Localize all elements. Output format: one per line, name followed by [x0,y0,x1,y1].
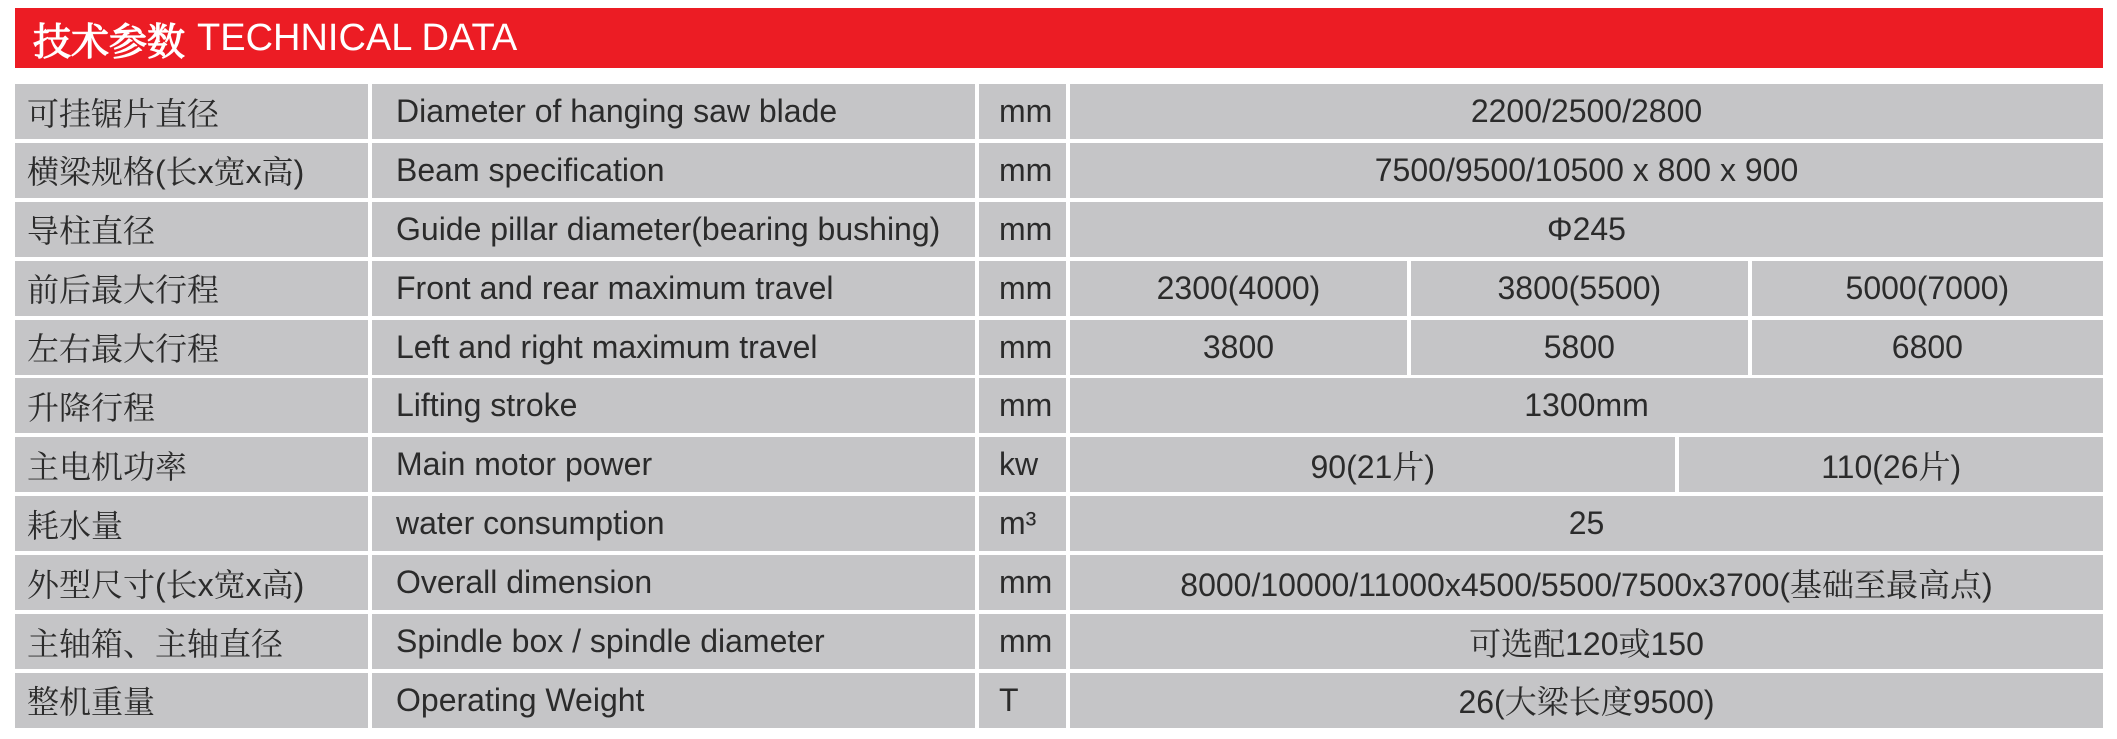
param-unit: mm [979,261,1070,316]
param-value: 110(26片) [1679,437,2103,492]
param-value: Φ245 [1070,202,2103,257]
param-name-en: Lifting stroke [372,378,979,433]
param-name-cn: 左右最大行程 [15,320,372,375]
section-header [15,8,2103,68]
param-value: 2300(4000) [1070,261,1411,316]
param-name-cn: 可挂锯片直径 [15,84,372,139]
param-value: 6800 [1752,320,2103,375]
param-value: 7500/9500/10500 x 800 x 900 [1070,143,2103,198]
param-value-group [1070,320,2103,375]
technical-data-table [15,84,2103,728]
param-name-cn: 外型尺寸(长x宽x高) [15,555,372,610]
param-value-group [1070,673,2103,728]
param-value: 5000(7000) [1752,261,2103,316]
param-name-en: Diameter of hanging saw blade [372,84,979,139]
param-value: 8000/10000/11000x4500/5500/7500x3700(基础至最高点) [1070,555,2103,610]
param-name-en: Beam specification [372,143,979,198]
param-value: 25 [1070,496,2103,551]
param-unit: mm [979,84,1070,139]
param-unit: mm [979,320,1070,375]
param-name-en: Front and rear maximum travel [372,261,979,316]
param-unit: m³ [979,496,1070,551]
param-value: 5800 [1411,320,1752,375]
param-value: 1300mm [1070,378,2103,433]
param-value-group [1070,555,2103,610]
param-unit: mm [979,378,1070,433]
param-name-en: Operating Weight [372,673,979,728]
param-name-cn: 横梁规格(长x宽x高) [15,143,372,198]
param-name-en: water consumption [372,496,979,551]
param-name-cn: 整机重量 [15,673,372,728]
param-name-cn: 导柱直径 [15,202,372,257]
param-name-cn: 前后最大行程 [15,261,372,316]
param-value: 90(21片) [1070,437,1679,492]
param-unit: mm [979,202,1070,257]
param-value-group [1070,261,2103,316]
param-value: 3800 [1070,320,1411,375]
param-name-cn: 主电机功率 [15,437,372,492]
param-name-en: Overall dimension [372,555,979,610]
param-value-group [1070,143,2103,198]
header-title-en: TECHNICAL DATA [197,16,518,59]
param-unit: mm [979,143,1070,198]
param-value: 26(大梁长度9500) [1070,673,2103,728]
param-value: 可选配120或150 [1070,614,2103,669]
param-value-group [1070,496,2103,551]
param-value: 3800(5500) [1411,261,1752,316]
param-value-group [1070,614,2103,669]
param-unit: kw [979,437,1070,492]
param-value-group [1070,437,2103,492]
param-value-group [1070,84,2103,139]
param-name-cn: 主轴箱、主轴直径 [15,614,372,669]
param-name-cn: 耗水量 [15,496,372,551]
param-value-group [1070,202,2103,257]
param-name-en: Main motor power [372,437,979,492]
param-unit: mm [979,555,1070,610]
param-name-en: Spindle box / spindle diameter [372,614,979,669]
header-title-cn: 技术参数 [33,21,186,64]
param-name-en: Guide pillar diameter(bearing bushing) [372,202,979,257]
param-name-en: Left and right maximum travel [372,320,979,375]
param-name-cn: 升降行程 [15,378,372,433]
param-value: 2200/2500/2800 [1070,84,2103,139]
param-value-group [1070,378,2103,433]
param-unit: mm [979,614,1070,669]
param-unit: T [979,673,1070,728]
